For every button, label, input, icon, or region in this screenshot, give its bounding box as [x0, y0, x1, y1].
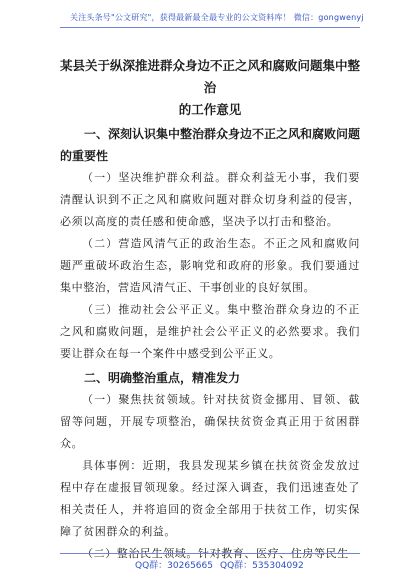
footer-qq-group-1: QQ群：30265665	[135, 561, 213, 571]
title-line-1: 某县关于纵深推进群众身边不正之风和腐败问题集中整治	[60, 58, 361, 95]
title-line-2: 的工作意见	[178, 102, 242, 117]
document-body	[60, 55, 360, 565]
paragraph-5: 具体事例：近期，我县发现某乡镇在扶贫资金发放过程中存在虚报冒领现象。经过深入调查，我们迅速查处了相关责任人，并将追回的资金全部用于扶贫工作，切实保障了贫困群众的利益。	[60, 459, 360, 538]
document-title	[60, 55, 360, 121]
footer-qq-group-2: QQ群：535304092	[220, 561, 304, 571]
paragraph-2: （二）营造风清气正的政治生态。不正之风和腐败问题严重破坏政治生态，影响党和政府的形象。我们要通过集中整治，营造风清气正、干事创业的良好氛围。	[60, 237, 360, 294]
section-heading-2: 二、明确整治重点，精准发力	[84, 371, 241, 385]
paragraph-3: （三）推动社会公平正义。集中整治群众身边的不正之风和腐败问题，是维护社会公平正义的必然要求。我们要让群众在每一个案件中感受到公平正义。	[60, 303, 360, 360]
section-heading-1: 一、深刻认识集中整治群众身边不正之风和腐败问题的重要性	[60, 127, 361, 163]
paragraph-4: （一）聚焦扶贫领域。针对扶贫资金挪用、冒领、截留等问题，开展专项整治，确保扶贫资金真正用于贫困群众。	[60, 393, 360, 450]
header-banner: 关注头条号"公文研究"，获得最新最全最专业的公文资料库！ 微信：gongwenyj	[70, 13, 364, 22]
header-divider	[60, 27, 360, 28]
footer	[60, 553, 360, 574]
paragraph-6: （二）整治民生领域。针对教育、医疗、住房等民生	[82, 547, 349, 560]
paragraph-1: （一）坚决维护群众利益。群众利益无小事，我们要清醒认识到不正之风和腐败问题对群众切身利益的侵害，必须以高度的责任感和使命感，坚决予以打击和整治。	[60, 171, 360, 228]
